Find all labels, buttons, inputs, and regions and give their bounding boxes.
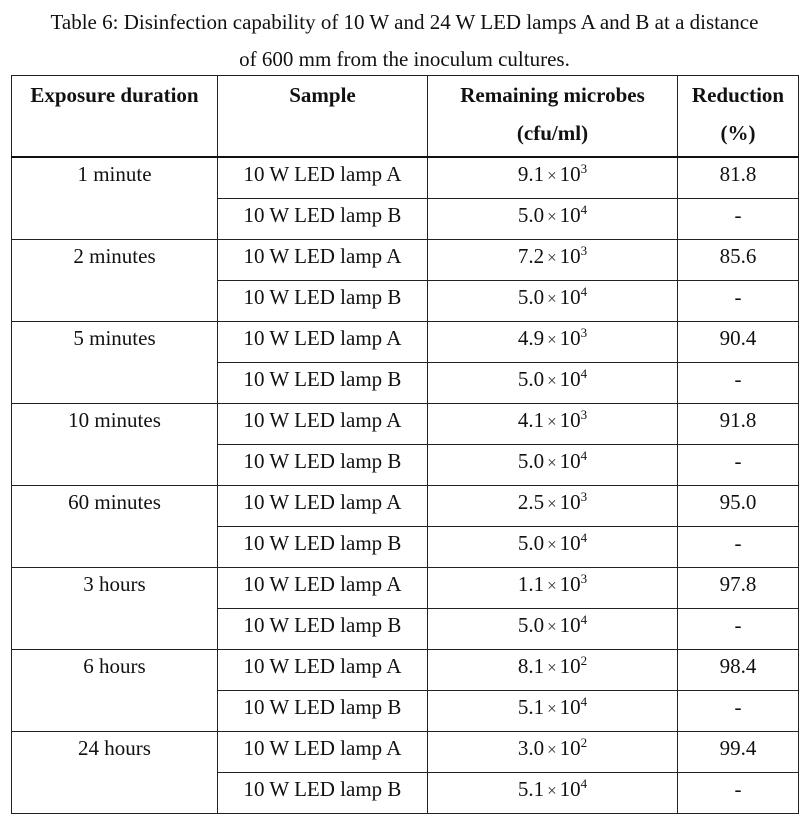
header-reduction xyxy=(678,76,799,158)
count-base: 10 xyxy=(559,490,581,514)
count-exponent: 3 xyxy=(580,325,588,340)
header-sample: Sample xyxy=(218,76,428,158)
exposure-duration-cell: 10 minutes xyxy=(12,404,218,486)
count-exponent: 4 xyxy=(580,448,588,463)
multiply-sign: × xyxy=(547,781,557,800)
exposure-duration-cell: 1 minute xyxy=(12,157,218,240)
sample-cell: 10 W LED lamp A xyxy=(218,240,428,281)
reduction-cell: 95.0 xyxy=(678,486,799,527)
count-mantissa: 9.1 xyxy=(517,162,545,186)
multiply-sign: × xyxy=(547,494,557,513)
sample-cell: 10 W LED lamp A xyxy=(218,650,428,691)
count-exponent: 4 xyxy=(580,284,588,299)
reduction-cell: - xyxy=(678,609,799,650)
table-header xyxy=(12,76,799,158)
multiply-sign: × xyxy=(547,289,557,308)
count-mantissa: 5.0 xyxy=(517,531,545,555)
multiply-sign: × xyxy=(547,740,557,759)
sample-cell: 10 W LED lamp B xyxy=(218,281,428,322)
count-exponent: 3 xyxy=(580,489,588,504)
count-base: 10 xyxy=(559,367,581,391)
count-exponent: 4 xyxy=(580,776,588,791)
remaining-microbes-cell xyxy=(428,199,678,240)
remaining-microbes-cell xyxy=(428,691,678,732)
count-base: 10 xyxy=(559,326,581,350)
header-exposure-duration: Exposure duration xyxy=(12,76,218,158)
count-base: 10 xyxy=(559,531,581,555)
sample-cell: 10 W LED lamp B xyxy=(218,199,428,240)
remaining-microbes-cell xyxy=(428,363,678,404)
reduction-cell: - xyxy=(678,773,799,814)
count-exponent: 4 xyxy=(580,694,588,709)
reduction-cell: - xyxy=(678,527,799,568)
count-exponent: 4 xyxy=(580,366,588,381)
remaining-microbes-cell xyxy=(428,281,678,322)
reduction-cell: 81.8 xyxy=(678,157,799,199)
header-reduction-line-2: (%) xyxy=(720,121,756,145)
count-base: 10 xyxy=(559,244,581,268)
table-row xyxy=(12,568,799,609)
multiply-sign: × xyxy=(547,617,557,636)
disinfection-table xyxy=(11,75,799,814)
multiply-sign: × xyxy=(547,658,557,677)
count-mantissa: 5.1 xyxy=(517,777,545,801)
remaining-microbes-cell xyxy=(428,650,678,691)
reduction-cell: 99.4 xyxy=(678,732,799,773)
header-remaining-microbes xyxy=(428,76,678,158)
count-exponent: 4 xyxy=(580,612,588,627)
sample-cell: 10 W LED lamp A xyxy=(218,404,428,445)
caption-line-2: of 600 mm from the inoculum cultures. xyxy=(239,47,570,71)
sample-cell: 10 W LED lamp A xyxy=(218,486,428,527)
sample-cell: 10 W LED lamp A xyxy=(218,322,428,363)
table-row xyxy=(12,650,799,691)
count-exponent: 3 xyxy=(580,161,588,176)
sample-cell: 10 W LED lamp B xyxy=(218,773,428,814)
reduction-cell: 90.4 xyxy=(678,322,799,363)
count-mantissa: 5.0 xyxy=(517,613,545,637)
table-caption xyxy=(0,4,809,78)
reduction-cell: 98.4 xyxy=(678,650,799,691)
remaining-microbes-cell xyxy=(428,527,678,568)
count-mantissa: 1.1 xyxy=(517,572,545,596)
count-base: 10 xyxy=(559,203,581,227)
exposure-duration-cell: 60 minutes xyxy=(12,486,218,568)
remaining-microbes-cell xyxy=(428,486,678,527)
count-exponent: 3 xyxy=(580,407,588,422)
exposure-duration-cell: 3 hours xyxy=(12,568,218,650)
header-remaining-line-2: (cfu/ml) xyxy=(516,121,589,145)
count-exponent: 3 xyxy=(580,571,588,586)
multiply-sign: × xyxy=(547,166,557,185)
reduction-cell: - xyxy=(678,691,799,732)
sample-cell: 10 W LED lamp B xyxy=(218,363,428,404)
count-base: 10 xyxy=(559,695,581,719)
sample-cell: 10 W LED lamp B xyxy=(218,527,428,568)
multiply-sign: × xyxy=(547,248,557,267)
reduction-cell: 91.8 xyxy=(678,404,799,445)
count-mantissa: 2.5 xyxy=(517,490,545,514)
count-exponent: 2 xyxy=(580,735,588,750)
count-base: 10 xyxy=(559,285,581,309)
remaining-microbes-cell xyxy=(428,773,678,814)
table-row xyxy=(12,486,799,527)
count-mantissa: 4.1 xyxy=(517,408,545,432)
remaining-microbes-cell xyxy=(428,568,678,609)
reduction-cell: 85.6 xyxy=(678,240,799,281)
remaining-microbes-cell xyxy=(428,240,678,281)
count-mantissa: 3.0 xyxy=(517,736,545,760)
remaining-microbes-cell xyxy=(428,609,678,650)
count-exponent: 4 xyxy=(580,202,588,217)
table-row xyxy=(12,322,799,363)
table-row xyxy=(12,240,799,281)
exposure-duration-cell: 6 hours xyxy=(12,650,218,732)
multiply-sign: × xyxy=(547,576,557,595)
count-mantissa: 7.2 xyxy=(517,244,545,268)
remaining-microbes-cell xyxy=(428,157,678,199)
header-remaining-line-1: Remaining microbes xyxy=(460,83,645,107)
exposure-duration-cell: 5 minutes xyxy=(12,322,218,404)
multiply-sign: × xyxy=(547,453,557,472)
remaining-microbes-cell xyxy=(428,732,678,773)
count-base: 10 xyxy=(559,162,581,186)
sample-cell: 10 W LED lamp A xyxy=(218,157,428,199)
reduction-cell: 97.8 xyxy=(678,568,799,609)
table-row xyxy=(12,732,799,773)
sample-cell: 10 W LED lamp B xyxy=(218,445,428,486)
multiply-sign: × xyxy=(547,330,557,349)
sample-cell: 10 W LED lamp B xyxy=(218,609,428,650)
count-base: 10 xyxy=(559,449,581,473)
count-base: 10 xyxy=(559,777,581,801)
count-mantissa: 8.1 xyxy=(517,654,545,678)
sample-cell: 10 W LED lamp A xyxy=(218,568,428,609)
table-row xyxy=(12,404,799,445)
multiply-sign: × xyxy=(547,371,557,390)
count-exponent: 4 xyxy=(580,530,588,545)
count-base: 10 xyxy=(559,736,581,760)
exposure-duration-cell: 2 minutes xyxy=(12,240,218,322)
reduction-cell: - xyxy=(678,199,799,240)
remaining-microbes-cell xyxy=(428,445,678,486)
count-base: 10 xyxy=(559,613,581,637)
remaining-microbes-cell xyxy=(428,404,678,445)
multiply-sign: × xyxy=(547,412,557,431)
multiply-sign: × xyxy=(547,535,557,554)
reduction-cell: - xyxy=(678,363,799,404)
table-row xyxy=(12,157,799,199)
count-mantissa: 5.0 xyxy=(517,203,545,227)
sample-cell: 10 W LED lamp A xyxy=(218,732,428,773)
sample-cell: 10 W LED lamp B xyxy=(218,691,428,732)
exposure-duration-cell: 24 hours xyxy=(12,732,218,814)
count-exponent: 2 xyxy=(580,653,588,668)
count-mantissa: 5.0 xyxy=(517,367,545,391)
count-mantissa: 5.0 xyxy=(517,285,545,309)
header-reduction-line-1: Reduction xyxy=(691,83,785,107)
remaining-microbes-cell xyxy=(428,322,678,363)
caption-line-1: Table 6: Disinfection capability of 10 W and 24 W LED lamps A and B at a distance xyxy=(50,10,759,34)
header-row xyxy=(12,76,799,158)
table-body xyxy=(12,157,799,814)
count-base: 10 xyxy=(559,654,581,678)
reduction-cell: - xyxy=(678,281,799,322)
reduction-cell: - xyxy=(678,445,799,486)
count-mantissa: 5.1 xyxy=(517,695,545,719)
count-exponent: 3 xyxy=(580,243,588,258)
count-base: 10 xyxy=(559,572,581,596)
multiply-sign: × xyxy=(547,699,557,718)
multiply-sign: × xyxy=(547,207,557,226)
count-base: 10 xyxy=(559,408,581,432)
count-mantissa: 4.9 xyxy=(517,326,545,350)
count-mantissa: 5.0 xyxy=(517,449,545,473)
